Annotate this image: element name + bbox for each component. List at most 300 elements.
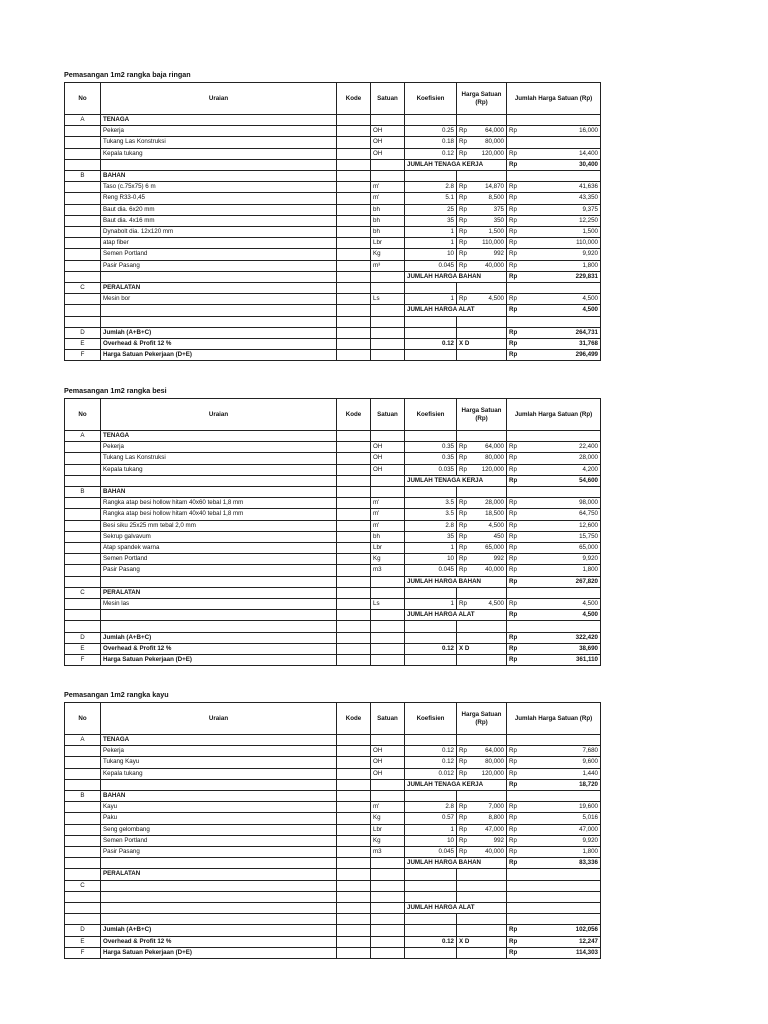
- amount-value: 47,000: [579, 825, 598, 833]
- cell-label: BAHAN: [101, 171, 337, 182]
- amount-value: 9,920: [582, 836, 598, 844]
- table-row: [65, 847, 601, 858]
- column-header: Uraian: [101, 703, 337, 735]
- cell-sat: m': [371, 498, 405, 509]
- currency-label: Rp: [459, 194, 467, 202]
- cell-empty: [337, 137, 371, 148]
- cell-empty: [371, 936, 405, 947]
- cell-empty: [337, 610, 371, 621]
- table-row: [65, 327, 601, 338]
- cell-empty: [457, 914, 507, 925]
- cell-empty: [65, 802, 101, 813]
- cell-empty: [337, 339, 371, 350]
- cell-koef: 2.8: [405, 802, 457, 813]
- cell-empty: [337, 227, 371, 238]
- cell-jumlah: [507, 294, 601, 305]
- cell-koef: 2.8: [405, 520, 457, 531]
- cell-no: D: [65, 925, 101, 936]
- cell-empty: [457, 587, 507, 598]
- table-row: [65, 498, 601, 509]
- currency-label: Rp: [509, 228, 517, 236]
- currency-label: Rp: [509, 351, 518, 359]
- cell-koef: [405, 350, 457, 361]
- currency-label: Rp: [459, 499, 467, 507]
- cell-jumlah: [507, 543, 601, 554]
- cell-harga-satuan: [457, 126, 507, 137]
- cell-empty: [65, 520, 101, 531]
- cell-jumlah: [507, 238, 601, 249]
- cell-rp: [457, 925, 507, 936]
- cell-jumlah: [507, 327, 601, 338]
- cell-jumlah: [507, 215, 601, 226]
- price-value: 450: [493, 532, 504, 540]
- cell-empty: [405, 880, 457, 891]
- cell-empty: [101, 891, 337, 902]
- cell-label: TENAGA: [101, 115, 337, 126]
- amount-value: 4,200: [582, 465, 598, 473]
- cell-label: Paku: [101, 813, 337, 824]
- cell-koef: 0.12: [405, 746, 457, 757]
- cell-koef: 3.5: [405, 498, 457, 509]
- cell-sat: OH: [371, 464, 405, 475]
- cell-empty: [337, 294, 371, 305]
- section-title: Pemasangan 1m2 rangka baja ringan: [64, 70, 191, 79]
- price-value: 64,000: [485, 747, 504, 755]
- currency-label: Rp: [459, 758, 467, 766]
- cell-label: Reng R33-0,45: [101, 193, 337, 204]
- amount-value: 322,420: [575, 633, 598, 641]
- cell-label: Tukang Kayu: [101, 757, 337, 768]
- cell-label: atap fiber: [101, 238, 337, 249]
- cell-jumlah: [507, 802, 601, 813]
- cell-empty: [405, 283, 457, 294]
- table-row: [65, 824, 601, 835]
- cell-rp: [457, 947, 507, 958]
- currency-label: Rp: [459, 836, 467, 844]
- currency-label: Rp: [459, 555, 467, 563]
- cell-empty: [457, 621, 507, 632]
- cell-no: E: [65, 643, 101, 654]
- cell-empty: [337, 115, 371, 126]
- cell-no: A: [65, 735, 101, 746]
- cell-koef: 0.35: [405, 442, 457, 453]
- cell-harga-satuan: [457, 599, 507, 610]
- amount-value: 361,110: [575, 656, 598, 664]
- cell-empty: [405, 869, 457, 880]
- cell-empty: [371, 171, 405, 182]
- cell-label: Tukang Las Konstruksi: [101, 453, 337, 464]
- cell-koef: 1: [405, 599, 457, 610]
- cell-empty: [457, 431, 507, 442]
- cell-empty: [337, 204, 371, 215]
- price-value: 120,000: [481, 769, 504, 777]
- currency-label: Rp: [459, 510, 467, 518]
- cell-empty: [507, 587, 601, 598]
- cell-empty: [65, 509, 101, 520]
- cell-sat: OH: [371, 757, 405, 768]
- currency-label: Rp: [509, 272, 518, 280]
- cell-sat: OH: [371, 126, 405, 137]
- cell-no: C: [65, 880, 101, 891]
- cell-jumlah: [507, 475, 601, 486]
- cell-label: Harga Satuan Pekerjaan (D+E): [101, 947, 337, 958]
- cell-harga-satuan: [457, 802, 507, 813]
- cell-empty: [337, 869, 371, 880]
- cell-empty: [337, 891, 371, 902]
- currency-label: Rp: [509, 183, 517, 191]
- table-row: [65, 350, 601, 361]
- cell-jumlah: [507, 576, 601, 587]
- currency-label: Rp: [459, 127, 467, 135]
- cell-no: B: [65, 791, 101, 802]
- currency-label: Rp: [509, 499, 517, 507]
- cell-empty: [457, 316, 507, 327]
- cell-empty: [337, 757, 371, 768]
- cell-empty: [65, 193, 101, 204]
- cell-empty: [337, 791, 371, 802]
- currency-label: Rp: [459, 239, 467, 247]
- cell-empty: [507, 115, 601, 126]
- amount-value: 15,750: [579, 532, 598, 540]
- cell-empty: [65, 813, 101, 824]
- cell-koef: [405, 925, 457, 936]
- cell-empty: [101, 779, 337, 790]
- cell-jumlah: [507, 159, 601, 170]
- cell-harga-satuan: [457, 543, 507, 554]
- table-header-row: [65, 399, 601, 431]
- cell-koef: 0.35: [405, 453, 457, 464]
- cell-sat: Lbr: [371, 824, 405, 835]
- cell-label: Baut dia. 6x20 mm: [101, 204, 337, 215]
- table-row: [65, 587, 601, 598]
- currency-label: Rp: [459, 295, 467, 303]
- cell-empty: [337, 835, 371, 846]
- price-value: 110,000: [482, 239, 504, 247]
- currency-label: Rp: [459, 532, 467, 540]
- currency-label: Rp: [509, 611, 518, 619]
- amount-value: 54,600: [579, 476, 598, 484]
- cell-label: Pasir Pasang: [101, 847, 337, 858]
- currency-label: Rp: [509, 758, 517, 766]
- currency-label: Rp: [459, 803, 467, 811]
- cell-empty: [337, 914, 371, 925]
- column-header: Harga Satuan (Rp): [457, 83, 507, 115]
- cell-empty: [507, 621, 601, 632]
- cell-empty: [507, 880, 601, 891]
- table-row: [65, 565, 601, 576]
- cell-label: Pekerja: [101, 746, 337, 757]
- price-value: 992: [493, 250, 504, 258]
- cell-harga-satuan: [457, 509, 507, 520]
- cell-sat: Kg: [371, 249, 405, 260]
- table-row: [65, 294, 601, 305]
- cell-koef: 0.18: [405, 137, 457, 148]
- cell-jumlah: [507, 464, 601, 475]
- cell-empty: [371, 903, 405, 914]
- cell-jumlah: [507, 509, 601, 520]
- cell-empty: [337, 587, 371, 598]
- cell-empty: [337, 148, 371, 159]
- cell-empty: [405, 891, 457, 902]
- column-header: Uraian: [101, 83, 337, 115]
- currency-label: Rp: [509, 825, 517, 833]
- cell-empty: [405, 487, 457, 498]
- table-row: [65, 137, 601, 148]
- column-header: Koefisien: [405, 399, 457, 431]
- currency-label: Rp: [509, 127, 517, 135]
- amount-value: 19,600: [579, 803, 598, 811]
- cell-koef: 0.012: [405, 768, 457, 779]
- cell-no: C: [65, 587, 101, 598]
- cell-jumlah: [507, 339, 601, 350]
- cell-label: Semen Portland: [101, 554, 337, 565]
- cell-empty: [337, 858, 371, 869]
- cell-empty: [337, 350, 371, 361]
- currency-label: Rp: [509, 328, 518, 336]
- column-header: Satuan: [371, 399, 405, 431]
- cell-empty: [337, 159, 371, 170]
- price-value: 14,870: [485, 183, 504, 191]
- table-row: [65, 903, 601, 914]
- cell-empty: [337, 947, 371, 958]
- table-row: [65, 914, 601, 925]
- cell-label: Pekerja: [101, 126, 337, 137]
- amount-value: 114,303: [575, 948, 598, 956]
- cell-koef: 10: [405, 835, 457, 846]
- cell-empty: [457, 891, 507, 902]
- cell-no: B: [65, 171, 101, 182]
- cell-label: Sekrup galvavum: [101, 531, 337, 542]
- cell-empty: [371, 735, 405, 746]
- cell-harga-satuan: [457, 531, 507, 542]
- table-row: [65, 260, 601, 271]
- currency-label: Rp: [509, 160, 518, 168]
- amount-value: 43,350: [579, 194, 598, 202]
- currency-label: Rp: [459, 465, 467, 473]
- cell-harga-satuan: [457, 442, 507, 453]
- cell-empty: [337, 543, 371, 554]
- cell-empty: [65, 159, 101, 170]
- cell-empty: [65, 204, 101, 215]
- cell-koef: 1: [405, 238, 457, 249]
- amount-value: 98,000: [579, 499, 598, 507]
- column-header: Harga Satuan (Rp): [457, 399, 507, 431]
- table-row: [65, 283, 601, 294]
- cell-empty: [65, 126, 101, 137]
- amount-value: 9,600: [582, 758, 598, 766]
- column-header: Satuan: [371, 703, 405, 735]
- cell-jumlah: [507, 305, 601, 316]
- cell-label: BAHAN: [101, 487, 337, 498]
- cell-jumlah: [507, 936, 601, 947]
- table-row: [65, 768, 601, 779]
- cell-koef: 0.12: [405, 643, 457, 654]
- price-value: 350: [493, 216, 504, 224]
- cell-empty: [507, 869, 601, 880]
- cell-jumlah: [507, 757, 601, 768]
- table-row: [65, 610, 601, 621]
- cell-empty: [507, 283, 601, 294]
- cell-harga-satuan: [457, 835, 507, 846]
- cell-no: F: [65, 350, 101, 361]
- currency-label: Rp: [509, 510, 517, 518]
- section-title: Pemasangan 1m2 rangka besi: [64, 386, 167, 395]
- cell-empty: [371, 632, 405, 643]
- cell-empty: [65, 824, 101, 835]
- cell-empty: [457, 791, 507, 802]
- column-header: Jumlah Harga Satuan (Rp): [507, 703, 601, 735]
- cell-jumlah: [507, 643, 601, 654]
- amount-value: 7,680: [582, 747, 598, 755]
- cell-empty: [65, 238, 101, 249]
- table-row: [65, 925, 601, 936]
- amount-value: 5,016: [582, 814, 598, 822]
- table-row: [65, 475, 601, 486]
- table-row: [65, 271, 601, 282]
- price-value: 64,000: [485, 127, 504, 135]
- amount-value: 229,831: [575, 272, 598, 280]
- amount-value: 1,500: [582, 228, 598, 236]
- cell-empty: [337, 431, 371, 442]
- price-value: 40,000: [485, 566, 504, 574]
- cell-harga-satuan: [457, 260, 507, 271]
- amount-value: 83,336: [579, 859, 598, 867]
- cell-koef: 25: [405, 204, 457, 215]
- currency-label: Rp: [509, 476, 518, 484]
- cell-empty: [371, 858, 405, 869]
- cell-empty: [337, 487, 371, 498]
- cell-empty: [337, 520, 371, 531]
- cell-empty: [65, 914, 101, 925]
- column-header: Koefisien: [405, 83, 457, 115]
- currency-label: Rp: [509, 577, 518, 585]
- currency-label: Rp: [459, 769, 467, 777]
- currency-label: Rp: [509, 194, 517, 202]
- cell-label: Jumlah (A+B+C): [101, 327, 337, 338]
- cell-jumlah: [507, 148, 601, 159]
- amount-value: 102,056: [575, 926, 598, 934]
- cell-label: [101, 880, 337, 891]
- cell-koef: 0.57: [405, 813, 457, 824]
- amount-value: 9,375: [582, 205, 598, 213]
- cell-empty: [65, 464, 101, 475]
- cell-empty: [65, 779, 101, 790]
- cell-empty: [101, 903, 337, 914]
- cell-koef: [405, 655, 457, 666]
- currency-label: Rp: [509, 848, 517, 856]
- cell-empty: [405, 735, 457, 746]
- cell-label: Kepala tukang: [101, 768, 337, 779]
- amount-value: 1,440: [582, 769, 598, 777]
- cell-empty: [65, 227, 101, 238]
- table-row: [65, 215, 601, 226]
- cell-empty: [371, 475, 405, 486]
- cell-empty: [337, 925, 371, 936]
- cell-sat: Lbr: [371, 543, 405, 554]
- cell-label: TENAGA: [101, 431, 337, 442]
- cell-empty: [65, 260, 101, 271]
- cell-sat: Kg: [371, 835, 405, 846]
- cell-label: Seng gelombang: [101, 824, 337, 835]
- amount-value: 31,768: [579, 340, 598, 348]
- currency-label: Rp: [509, 250, 517, 258]
- cell-empty: [371, 316, 405, 327]
- amount-value: 1,800: [582, 848, 598, 856]
- cell-empty: [507, 735, 601, 746]
- cell-empty: [507, 914, 601, 925]
- cell-label: PERALATAN: [101, 869, 337, 880]
- cell-empty: [371, 587, 405, 598]
- cell-label: TENAGA: [101, 735, 337, 746]
- price-value: 4,500: [488, 295, 504, 303]
- cell-sat: m³: [371, 260, 405, 271]
- cell-empty: [337, 621, 371, 632]
- cell-empty: [337, 655, 371, 666]
- currency-label: Rp: [509, 454, 517, 462]
- table-row: [65, 735, 601, 746]
- table-row: [65, 453, 601, 464]
- cell-empty: [65, 316, 101, 327]
- cell-empty: [65, 554, 101, 565]
- table-row: [65, 249, 601, 260]
- cell-jumlah: [507, 610, 601, 621]
- cell-koef: 0.045: [405, 847, 457, 858]
- cell-label: Pasir Pasang: [101, 565, 337, 576]
- cell-jumlah: [507, 204, 601, 215]
- column-header: Kode: [337, 399, 371, 431]
- cell-label: Overhead & Profit 12 %: [101, 339, 337, 350]
- amount-value: 65,000: [579, 544, 598, 552]
- cell-empty: [371, 487, 405, 498]
- cell-no: C: [65, 283, 101, 294]
- table-row: [65, 442, 601, 453]
- column-header: No: [65, 399, 101, 431]
- cell-label: Overhead & Profit 12 %: [101, 936, 337, 947]
- column-header: Harga Satuan (Rp): [457, 703, 507, 735]
- currency-label: Rp: [509, 532, 517, 540]
- cell-harga-satuan: [457, 238, 507, 249]
- amount-value: 4,500: [582, 295, 598, 303]
- cell-jumlah: [507, 925, 601, 936]
- currency-label: Rp: [509, 566, 517, 574]
- cell-empty: [337, 746, 371, 757]
- currency-label: Rp: [459, 443, 467, 451]
- cell-empty: [65, 599, 101, 610]
- cell-jumlah: [507, 126, 601, 137]
- cell-empty: [507, 431, 601, 442]
- currency-label: Rp: [509, 633, 518, 641]
- cell-empty: [101, 610, 337, 621]
- table-row: [65, 813, 601, 824]
- cell-label: Dynabolt dia. 12x120 mm: [101, 227, 337, 238]
- cell-jumlah: [507, 520, 601, 531]
- price-value: 7,000: [488, 803, 504, 811]
- cell-jumlah: [507, 249, 601, 260]
- cell-jumlah: [507, 746, 601, 757]
- cell-label: Harga Satuan Pekerjaan (D+E): [101, 350, 337, 361]
- cell-empty: [507, 891, 601, 902]
- amount-value: 22,400: [579, 443, 598, 451]
- price-value: 8,500: [488, 194, 504, 202]
- cell-empty: [65, 271, 101, 282]
- table-header-row: [65, 83, 601, 115]
- cell-empty: [371, 914, 405, 925]
- table-row: [65, 171, 601, 182]
- cell-empty: [101, 305, 337, 316]
- price-value: 4,500: [488, 600, 504, 608]
- cell-empty: [371, 621, 405, 632]
- subtotal-label: JUMLAH HARGA BAHAN: [405, 576, 507, 587]
